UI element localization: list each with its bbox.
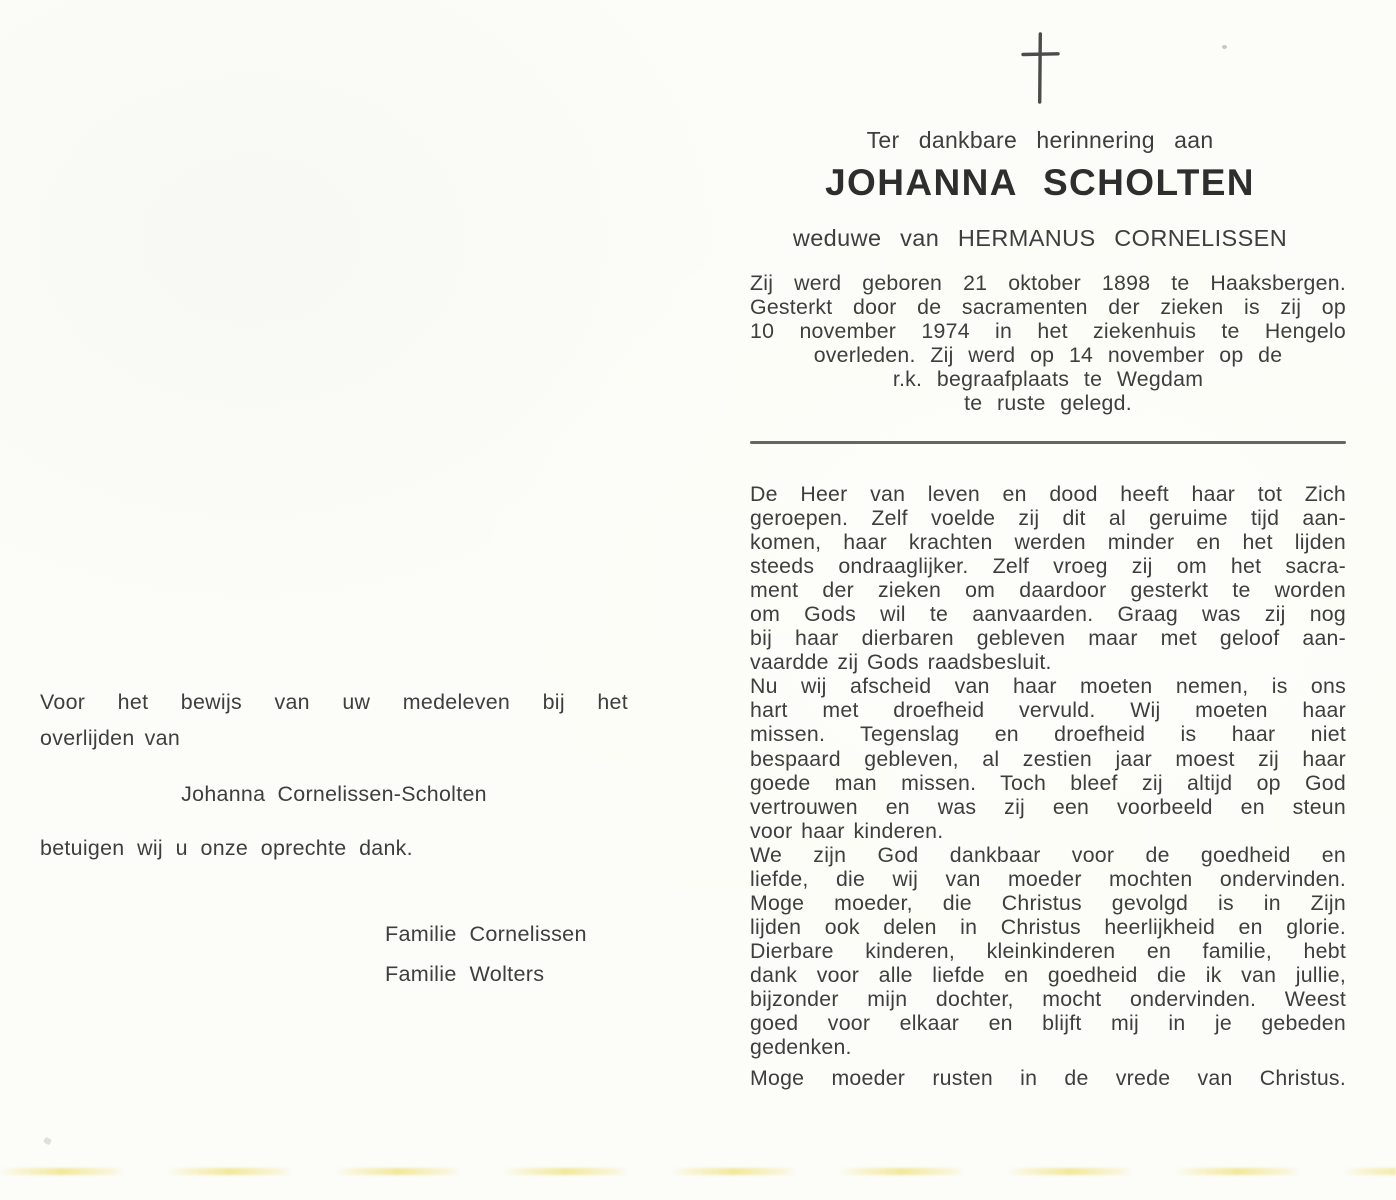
memorial-line: bespaard gebleven, al zestien jaar moest zij haar (750, 746, 1346, 771)
memorial-line: ment der zieken om daardoor gesterkt te worden (750, 578, 1346, 603)
life-summary-line: overleden. Zij werd op 14 november op de (813, 342, 1283, 367)
memorial-line: goede man missen. Toch bleef zij altijd op God (750, 770, 1346, 795)
memorial-line: Dierbare kinderen, kleinkinderen en familie, hebt (750, 938, 1346, 963)
memorial-line: hart met droefheid vervuld. Wij moeten haar (750, 698, 1346, 723)
memorial-line: lijden ook delen in Christus heerlijkheid en glorie. (750, 914, 1346, 939)
life-summary-line: 10 november 1974 in het ziekenhuis te Hengelo (750, 318, 1346, 343)
life-summary-line: Gesterkt door de sacramenten der zieken is zij op (750, 294, 1346, 319)
left-page (40, 0, 628, 1200)
memorial-line: De Heer van leven en dood heeft haar tot Zich (750, 482, 1346, 506)
memorial-line: missen. Tegenslag en droefheid is haar niet (750, 722, 1346, 747)
memorial-line: om Gods wil te aanvaarden. Graag was zij nog (750, 602, 1346, 627)
memorial-line: Moge moeder, die Christus gevolgd is in Zijn (750, 890, 1346, 915)
memorial-line: liefde, die wij van moeder mochten ondervinden. (750, 866, 1346, 891)
scan-speck (1222, 45, 1227, 49)
acknowledgement-line-2: overlijden van (40, 726, 181, 750)
family-signatures (385, 914, 587, 994)
signature-line: Familie Wolters (385, 961, 545, 986)
section-divider (750, 441, 1346, 444)
signature-line: Familie Cornelissen (385, 921, 587, 946)
memorial-line: vertrouwen en was zij een voorbeeld en steun (750, 794, 1346, 819)
memorial-line: voor haar kinderen. (750, 818, 944, 843)
memorial-line: steeds ondraaglijker. Zelf vroeg zij om het sacra- (750, 554, 1346, 579)
memorial-paragraph-2 (750, 674, 1346, 842)
memorial-line: vaardde zij Gods raadsbesluit. (750, 650, 1052, 675)
intro-line: Ter dankbare herinnering aan (866, 127, 1214, 153)
closing-line: Moge moeder rusten in de vrede van Christus. (750, 1066, 1346, 1090)
life-summary-centered (750, 344, 1346, 416)
relation-line: weduwe van HERMANUS CORNELISSEN (792, 225, 1288, 251)
memorial-text (750, 482, 1346, 1059)
memorial-line: bij haar dierbaren gebleven maar met geloof aan- (750, 626, 1346, 651)
deceased-name-heading: JOHANNA SCHOLTEN (825, 162, 1255, 203)
memorial-line: dank voor alle liefde en goedheid die ik van jullie, (750, 962, 1346, 987)
memorial-line: Nu wij afscheid van haar moeten nemen, is ons (750, 674, 1346, 699)
thanks-line: betuigen wij u onze oprechte dank. (40, 836, 413, 860)
memorial-line: bijzonder mijn dochter, mocht ondervinden. Weest (750, 986, 1346, 1011)
life-summary-line: r.k. begraafplaats te Wegdam (892, 366, 1204, 391)
memorial-line: goed voor elkaar en blijft mij in je gebeden (750, 1011, 1346, 1036)
right-page (750, 0, 1346, 1200)
life-summary-justified (750, 272, 1346, 344)
memorial-paragraph-3 (750, 843, 1346, 1059)
memorial-line: geroepen. Zelf voelde zij dit al geruime tijd aan- (750, 506, 1346, 531)
life-summary-line: te ruste gelegd. (964, 390, 1132, 415)
memorial-line: komen, haar krachten werden minder en het lijden (750, 530, 1346, 555)
memorial-paragraph-1 (750, 482, 1346, 674)
life-summary (750, 272, 1346, 415)
acknowledgement-line-1: Voor het bewijs van uw medeleven bij het (40, 690, 628, 714)
memorial-line: gedenken. (750, 1035, 852, 1060)
memorial-line: We zijn God dankbaar voor de goedheid en (750, 842, 1346, 867)
cross-icon (742, 30, 1338, 106)
scan-artifact-yellow-dashes (0, 1168, 1396, 1175)
deceased-name-left: Johanna Cornelissen-Scholten (181, 782, 487, 806)
life-summary-line: Zij werd geboren 21 oktober 1898 te Haaksbergen. (750, 271, 1346, 295)
